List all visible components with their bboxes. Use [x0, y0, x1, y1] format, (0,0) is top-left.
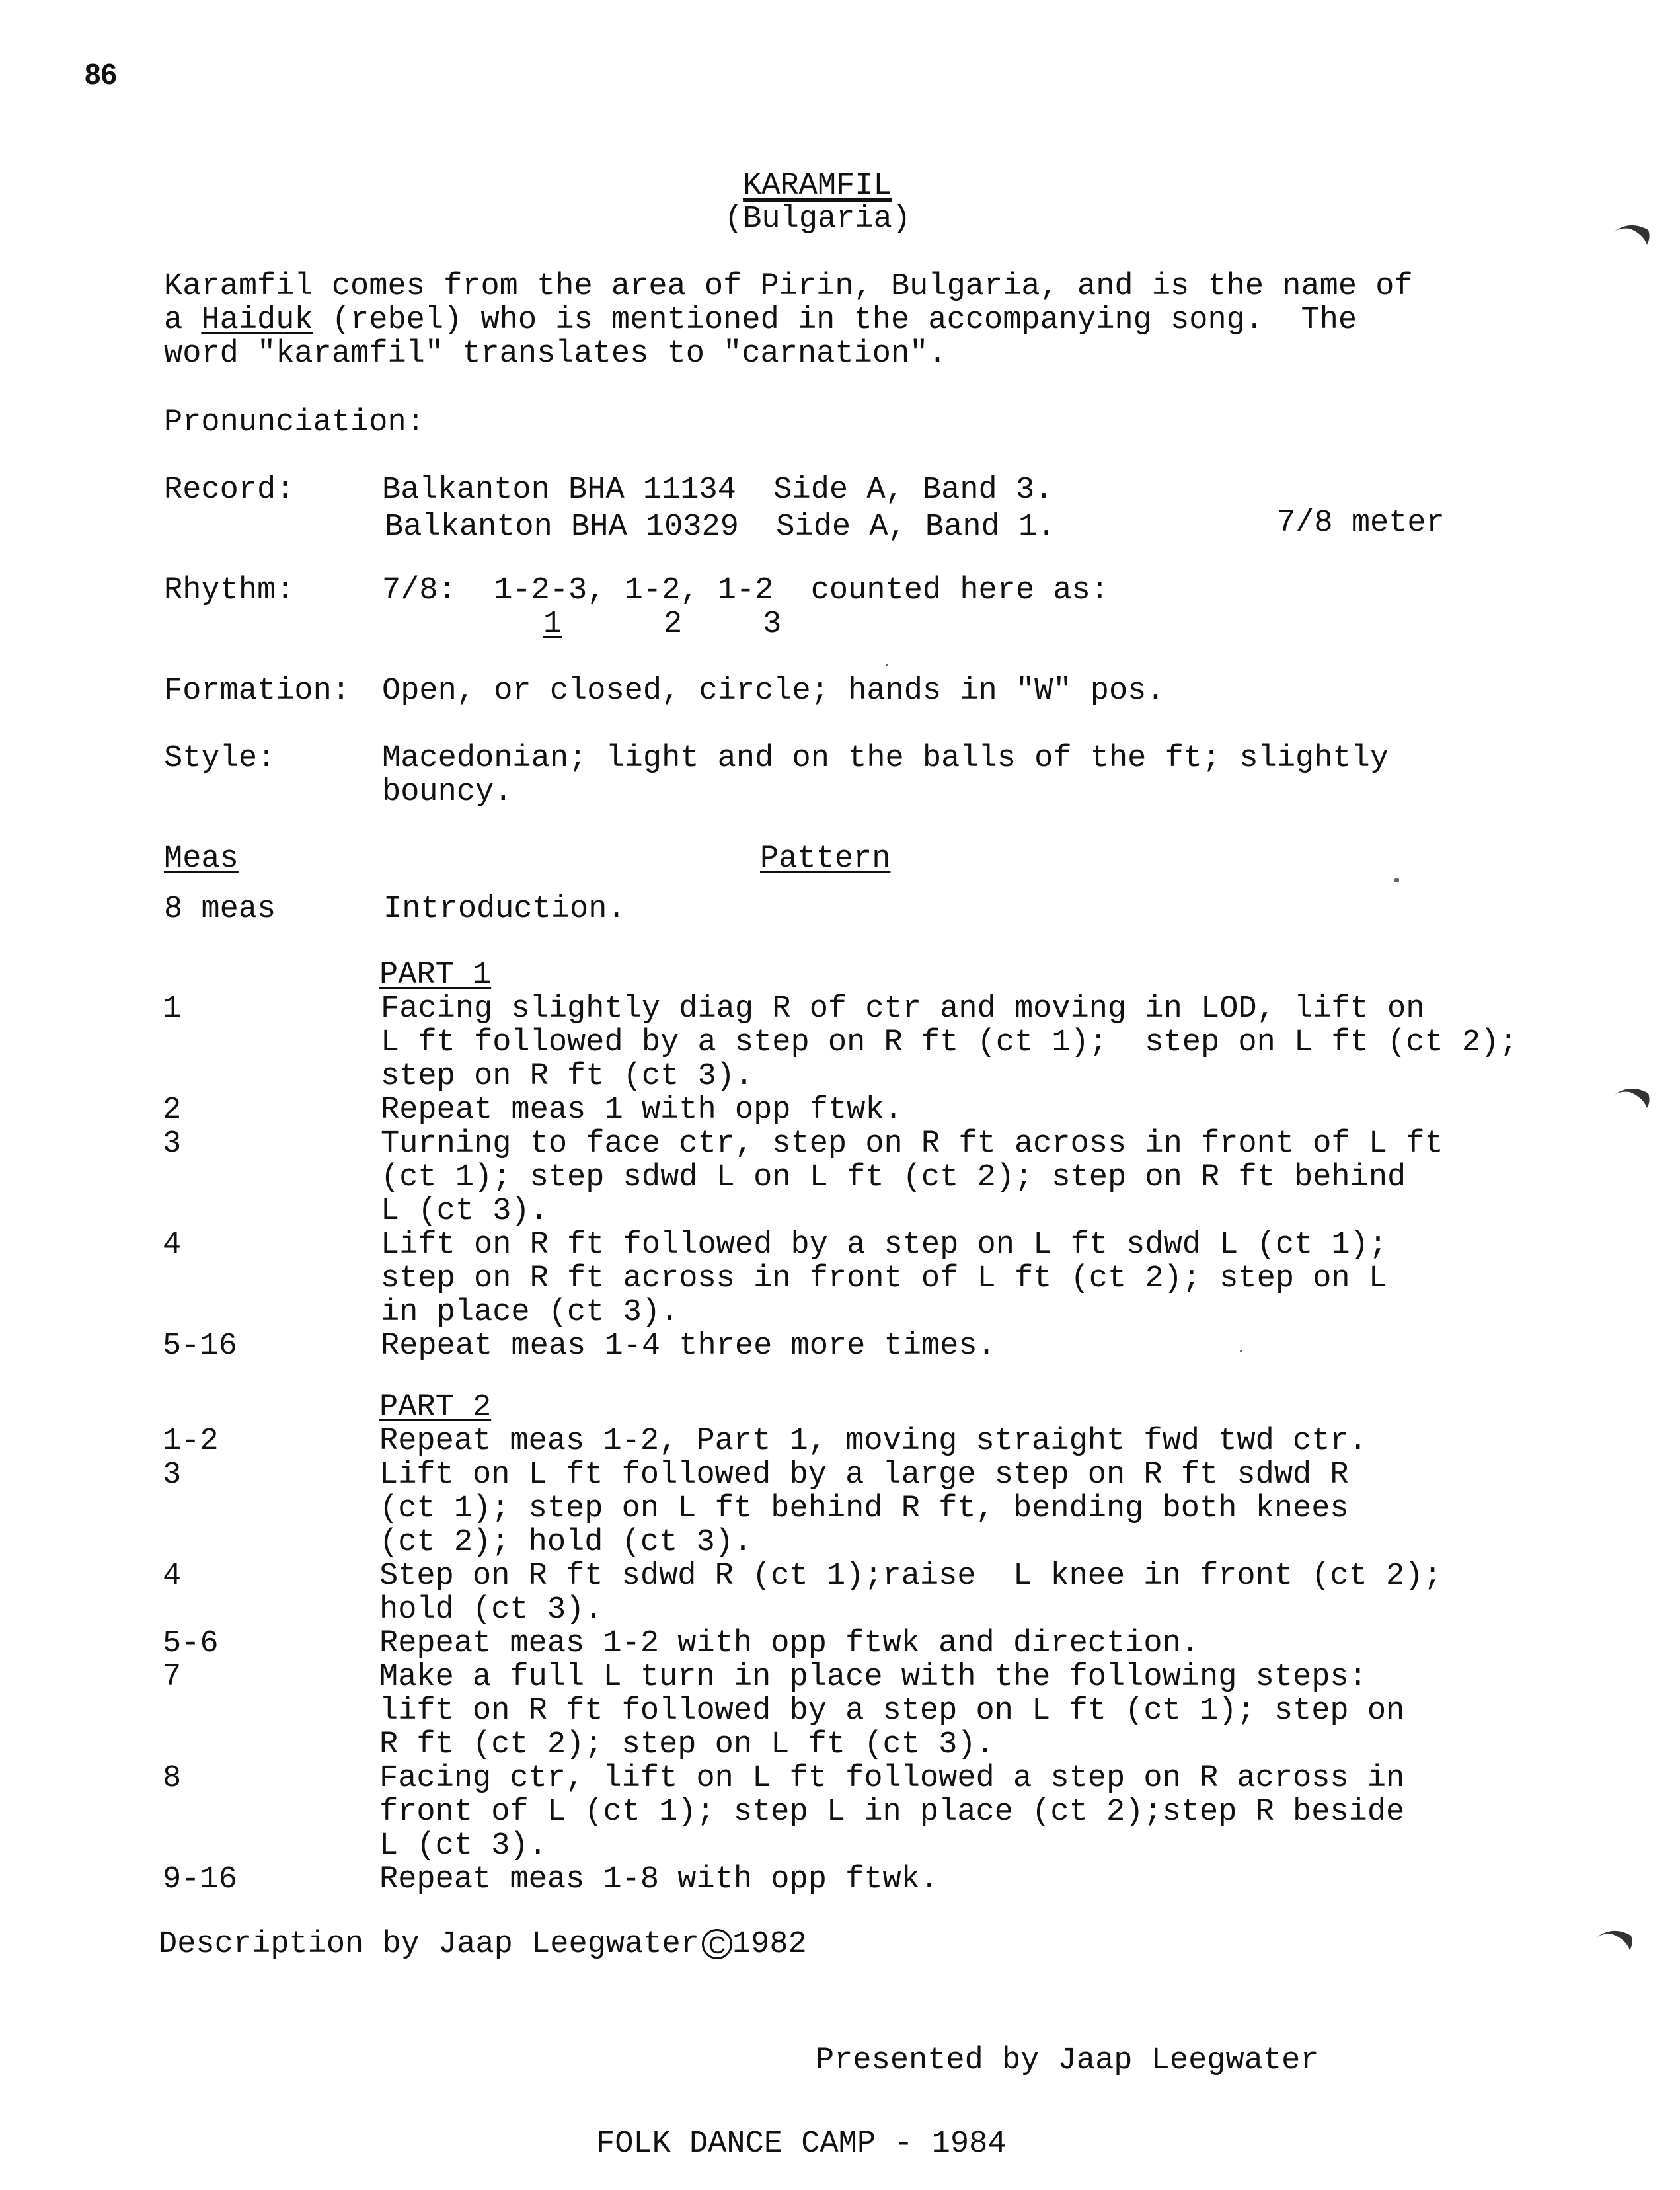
- formation-label: Formation:: [164, 674, 351, 709]
- pattern-line: L (ct 3).: [379, 1828, 547, 1863]
- pattern-line: Make a full L turn in place with the following steps:: [379, 1660, 1367, 1695]
- punch-mark-icon: [1610, 218, 1652, 247]
- pattern-line: front of L (ct 1); step L in place (ct 2);step R beside: [379, 1795, 1405, 1830]
- pattern-line: Facing ctr, lift on L ft followed a step on R across in: [379, 1761, 1405, 1796]
- intro-row-text: Introduction.: [383, 892, 626, 927]
- style-line-2: bouncy.: [382, 775, 513, 810]
- meas-number: 8: [163, 1761, 182, 1796]
- speck: [1394, 878, 1399, 882]
- meas-number: 1: [163, 992, 182, 1027]
- meas-number: 3: [163, 1126, 182, 1161]
- rhythm-count-1: 1: [543, 607, 562, 642]
- rhythm-label: Rhythm:: [164, 573, 295, 608]
- pattern-line: (ct 2); hold (ct 3).: [379, 1525, 753, 1560]
- intro-line-1: Karamfil comes from the area of Pirin, Bulgaria, and is the name of: [164, 269, 1413, 304]
- record-meter: 7/8 meter: [1277, 506, 1445, 541]
- meas-number: 4: [163, 1559, 182, 1594]
- formation-text: Open, or closed, circle; hands in "W" pos.: [382, 674, 1165, 709]
- part-2-heading: PART 2: [379, 1390, 492, 1425]
- pattern-line: R ft (ct 2); step on L ft (ct 3).: [379, 1727, 995, 1762]
- intro-line-3: word "karamfil" translates to "carnation".: [164, 336, 947, 372]
- description-year: 1982: [732, 1927, 807, 1962]
- meas-number: 5-16: [163, 1329, 237, 1364]
- pattern-header: Pattern: [760, 841, 891, 877]
- meas-number: 2: [163, 1093, 182, 1128]
- pattern-line: (ct 1); step sdwd L on L ft (ct 2); step on R ft behind: [381, 1160, 1406, 1195]
- rhythm-line-1: 7/8: 1-2-3, 1-2, 1-2 counted here as:: [382, 573, 1109, 608]
- description-text: Description by Jaap Leegwater: [159, 1927, 699, 1962]
- pattern-line: Lift on R ft followed by a step on L ft sdwd L (ct 1);: [381, 1228, 1388, 1263]
- origin-close-paren: ): [892, 202, 911, 237]
- pattern-line: Turning to face ctr, step on R ft across in front of L ft: [381, 1126, 1443, 1161]
- description-credit: [159, 1928, 807, 1961]
- pattern-line: in place (ct 3).: [381, 1295, 679, 1330]
- meas-number: 9-16: [163, 1862, 237, 1897]
- pattern-line: hold (ct 3).: [379, 1592, 603, 1627]
- pattern-line: lift on R ft followed by a step on L ft (ct 1); step on: [379, 1694, 1405, 1729]
- speck: [1240, 1350, 1242, 1352]
- intro-line-2-start: a: [164, 303, 202, 338]
- page-number: 86: [85, 58, 117, 91]
- pattern-line: Facing slightly diag R of ctr and moving in LOD, lift on: [381, 992, 1425, 1027]
- part-1-heading: PART 1: [379, 958, 492, 993]
- meas-number: 3: [163, 1458, 182, 1493]
- copyright-icon: C: [702, 1929, 732, 1959]
- rhythm-count-3: 3: [763, 607, 782, 642]
- punch-mark-icon: [1610, 1081, 1652, 1111]
- pattern-line: L (ct 3).: [381, 1194, 549, 1229]
- pattern-line: step on R ft across in front of L ft (ct 2); step on L: [381, 1261, 1388, 1296]
- pattern-line: Repeat meas 1 with opp ftwk.: [381, 1093, 903, 1128]
- dance-origin: [724, 202, 911, 236]
- pronunciation-label: Pronunciation:: [164, 405, 425, 440]
- meas-header: Meas: [164, 841, 239, 877]
- meas-number: 5-6: [163, 1626, 219, 1661]
- origin-open-paren: (: [724, 202, 744, 237]
- pattern-line: Repeat meas 1-8 with opp ftwk.: [379, 1862, 939, 1897]
- pattern-line: Lift on L ft followed by a large step on R ft sdwd R: [379, 1458, 1349, 1493]
- rhythm-count-2: 2: [664, 607, 683, 642]
- meas-number: 4: [163, 1228, 182, 1263]
- punch-mark-icon: [1593, 1924, 1635, 1953]
- presented-by: Presented by Jaap Leegwater: [816, 2043, 1319, 2078]
- record-line-2: Balkanton BHA 10329 Side A, Band 1.: [385, 510, 1056, 545]
- footer-event: FOLK DANCE CAMP - 1984: [596, 2127, 1007, 2162]
- pattern-line: Repeat meas 1-4 three more times.: [381, 1329, 996, 1364]
- haiduk-term: Haiduk: [201, 303, 313, 338]
- pattern-line: L ft followed by a step on R ft (ct 1); step on L ft (ct 2);: [381, 1025, 1518, 1060]
- pattern-line: Repeat meas 1-2, Part 1, moving straight fwd twd ctr.: [379, 1424, 1367, 1459]
- intro-line-2: [164, 303, 1357, 337]
- intro-line-2-end: (rebel) who is mentioned in the accompanying song. The: [313, 303, 1357, 338]
- meas-number: 1-2: [163, 1424, 219, 1459]
- pattern-line: Repeat meas 1-2 with opp ftwk and direction.: [379, 1626, 1200, 1661]
- record-label: Record:: [164, 473, 295, 508]
- speck: [886, 664, 888, 666]
- record-line-1: Balkanton BHA 11134 Side A, Band 3.: [382, 473, 1053, 508]
- meas-number: 7: [163, 1660, 182, 1695]
- style-label: Style:: [164, 741, 276, 776]
- dance-title: KARAMFIL: [743, 169, 892, 204]
- pattern-line: step on R ft (ct 3).: [381, 1059, 754, 1094]
- origin-country: Bulgaria: [743, 202, 892, 237]
- style-line-1: Macedonian; light and on the balls of the ft; slightly: [382, 741, 1389, 776]
- pattern-line: (ct 1); step on L ft behind R ft, bending both knees: [379, 1491, 1349, 1526]
- pattern-line: Step on R ft sdwd R (ct 1);raise L knee in front (ct 2);: [379, 1559, 1442, 1594]
- intro-row-meas: 8 meas: [164, 892, 276, 927]
